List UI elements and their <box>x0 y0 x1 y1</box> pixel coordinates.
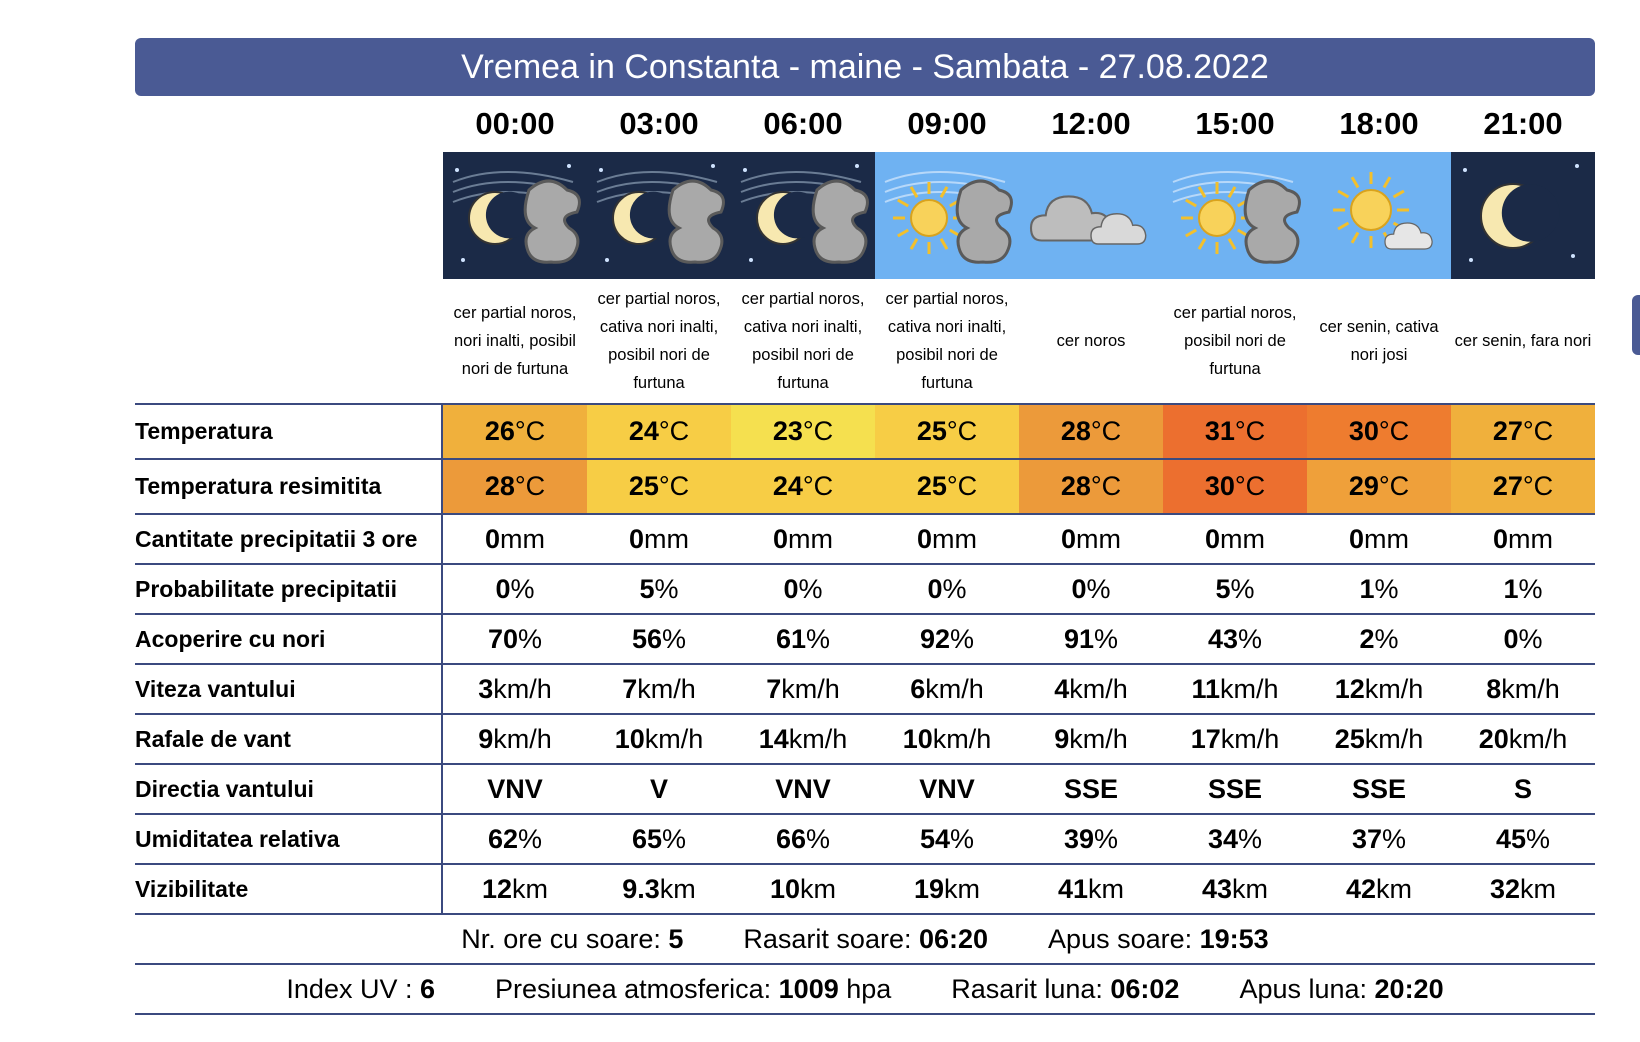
cell-unit: km/h <box>1220 723 1280 754</box>
table-cell <box>587 405 731 458</box>
cell-value: 27 <box>1492 416 1523 446</box>
cell-unit: km/h <box>788 723 848 754</box>
cell-unit: mm <box>1364 523 1409 554</box>
cell-unit: % <box>654 573 679 604</box>
cell-value: 17 <box>1190 723 1221 754</box>
cell-unit: % <box>1374 623 1399 654</box>
cell-unit: % <box>1238 623 1263 654</box>
cell-unit: mm <box>1220 523 1265 554</box>
page-title: Vremea in Constanta - maine - Sambata - 27.08.2022 <box>135 38 1595 96</box>
table-cell <box>1163 405 1307 458</box>
cell-unit: mm <box>644 523 689 554</box>
cell-value: 0 <box>1492 523 1509 554</box>
hours-spacer <box>135 96 443 152</box>
table-cell <box>1451 815 1595 863</box>
cell-value: SSE <box>1207 773 1263 804</box>
cell-unit: % <box>806 623 831 654</box>
table-cell <box>1451 460 1595 513</box>
table-cell <box>1307 405 1451 458</box>
cell-unit: km <box>659 873 696 904</box>
weather-icons-row <box>135 152 1595 279</box>
table-cell <box>1451 865 1595 913</box>
cell-value: 45 <box>1495 823 1527 854</box>
cell-unit: % <box>518 823 543 854</box>
sun-info-row <box>135 913 1595 963</box>
cell-unit: km/h <box>1364 723 1424 754</box>
extra-info-row <box>135 963 1595 1015</box>
cell-value: 11 <box>1191 673 1221 704</box>
table-cell <box>1019 565 1163 613</box>
cell-value: VNV <box>919 773 975 804</box>
table-cell <box>1163 665 1307 713</box>
hour-label: 09:00 <box>907 106 987 141</box>
cell-unit: °C <box>514 416 546 446</box>
cell-value: 24 <box>628 416 659 446</box>
table-cell <box>1307 765 1451 813</box>
table-cell <box>587 665 731 713</box>
cell-value: 54 <box>919 823 951 854</box>
table-cell <box>587 615 731 663</box>
cell-value: 25 <box>1334 723 1365 754</box>
cell-value: 28 <box>484 471 515 501</box>
table-cell <box>1307 615 1451 663</box>
cell-value: 28 <box>1060 416 1091 446</box>
cell-unit: °C <box>1234 416 1266 446</box>
table-cell <box>731 615 875 663</box>
cell-unit: °C <box>1522 416 1554 446</box>
cell-unit: °C <box>1378 416 1410 446</box>
table-cell <box>1451 515 1595 563</box>
weather-description: cer noros <box>1056 332 1126 350</box>
cell-value: 24 <box>772 471 803 501</box>
table-cell <box>1307 665 1451 713</box>
cell-unit: % <box>1518 623 1543 654</box>
cell-unit: °C <box>1234 471 1266 501</box>
cell-value: 0 <box>783 573 799 604</box>
cell-unit: % <box>1238 823 1263 854</box>
table-cell <box>1307 715 1451 763</box>
row-label: Acoperire cu nori <box>135 615 443 663</box>
cell-value: 2 <box>1359 623 1375 654</box>
cell-value: 92 <box>919 623 951 654</box>
table-cell <box>1451 405 1595 458</box>
table-cell <box>443 615 587 663</box>
table-cell <box>1307 815 1451 863</box>
table-cell <box>1019 765 1163 813</box>
cell-unit: mm <box>932 523 977 554</box>
table-row <box>135 513 1595 563</box>
moonset: Apus luna: 20:20 <box>1239 973 1444 1004</box>
hour-label: 03:00 <box>619 106 699 141</box>
cell-unit: °C <box>946 471 978 501</box>
table-cell <box>1307 865 1451 913</box>
cell-unit: °C <box>1090 471 1122 501</box>
cell-value: 30 <box>1204 471 1235 501</box>
weather-description: cer partial noros, nori inalti, posibil nori de furtuna <box>453 304 577 378</box>
table-cell <box>1163 815 1307 863</box>
cell-value: 20 <box>1478 723 1509 754</box>
moon-partly-cloudy-storm-icon <box>443 152 587 279</box>
table-row <box>135 663 1595 713</box>
cell-unit: °C <box>1378 471 1410 501</box>
table-row <box>135 713 1595 763</box>
cell-value: 34 <box>1207 823 1239 854</box>
cell-value: VNV <box>775 773 831 804</box>
cell-value: 70 <box>487 623 519 654</box>
table-cell <box>875 515 1019 563</box>
table-cell <box>731 665 875 713</box>
table-row <box>135 813 1595 863</box>
table-cell <box>587 460 731 513</box>
table-cell <box>875 865 1019 913</box>
cell-unit: km <box>944 873 981 904</box>
desc-spacer <box>135 279 443 403</box>
cell-value: 0 <box>628 523 645 554</box>
cell-unit: % <box>518 623 543 654</box>
cell-unit: km/h <box>644 723 704 754</box>
table-cell <box>875 715 1019 763</box>
cell-unit: % <box>798 573 823 604</box>
cell-unit: km <box>1232 873 1269 904</box>
descriptions-row <box>135 279 1595 403</box>
moonrise: Rasarit luna: 06:02 <box>951 973 1180 1004</box>
cell-unit: km <box>1088 873 1125 904</box>
cell-value: 37 <box>1351 823 1383 854</box>
weather-description: cer partial noros, cativa nori inalti, posibil nori de furtuna <box>597 290 721 392</box>
table-cell <box>1163 765 1307 813</box>
cell-value: 1 <box>1359 573 1375 604</box>
cell-value: 26 <box>484 416 515 446</box>
sunrise: Rasarit soare: 06:20 <box>743 923 989 954</box>
table-cell <box>443 715 587 763</box>
table-row <box>135 403 1595 458</box>
table-cell <box>1163 460 1307 513</box>
table-cell <box>443 405 587 458</box>
cell-value: 0 <box>927 573 943 604</box>
cell-unit: km/h <box>932 723 992 754</box>
cell-unit: km/h <box>1220 673 1279 704</box>
table-cell <box>1163 615 1307 663</box>
hour-label: 18:00 <box>1339 106 1419 141</box>
cell-value: 41 <box>1057 873 1089 904</box>
cell-value: 65 <box>631 823 663 854</box>
cell-value: 9.3 <box>622 873 660 904</box>
moon-partly-cloudy-storm-icon <box>731 152 875 279</box>
table-cell <box>1163 715 1307 763</box>
cell-unit: km <box>1376 873 1413 904</box>
cell-value: 25 <box>916 471 947 501</box>
cell-unit: km/h <box>1069 673 1128 704</box>
cell-value: 7 <box>622 673 638 704</box>
table-cell <box>1307 460 1451 513</box>
cell-unit: % <box>950 623 975 654</box>
table-row <box>135 863 1595 913</box>
cell-value: 12 <box>1334 673 1365 704</box>
cell-value: 0 <box>772 523 789 554</box>
cell-value: 30 <box>1348 416 1379 446</box>
sun-few-clouds-icon <box>1307 152 1451 279</box>
cell-value: S <box>1513 773 1532 804</box>
cell-unit: % <box>1374 573 1399 604</box>
cell-unit: mm <box>500 523 545 554</box>
cell-unit: °C <box>946 416 978 446</box>
cell-value: 27 <box>1492 471 1523 501</box>
table-cell <box>443 865 587 913</box>
cell-value: VNV <box>487 773 543 804</box>
cell-value: 0 <box>1503 623 1519 654</box>
table-cell <box>731 565 875 613</box>
table-cell <box>1019 460 1163 513</box>
cell-value: 31 <box>1204 416 1235 446</box>
cell-value: 25 <box>628 471 659 501</box>
table-cell <box>443 815 587 863</box>
table-cell <box>875 765 1019 813</box>
cell-unit: % <box>806 823 831 854</box>
table-cell <box>1307 515 1451 563</box>
cell-unit: km/h <box>781 673 840 704</box>
table-cell <box>1019 665 1163 713</box>
table-cell <box>1307 565 1451 613</box>
sun-hours: Nr. ore cu soare: 5 <box>461 923 684 954</box>
row-label: Probabilitate precipitatii <box>135 565 443 613</box>
table-cell <box>1451 665 1595 713</box>
cell-value: 28 <box>1060 471 1091 501</box>
cell-value: 9 <box>478 723 494 754</box>
table-cell <box>731 865 875 913</box>
cell-value: 10 <box>902 723 933 754</box>
cell-value: 66 <box>775 823 807 854</box>
table-cell <box>1019 515 1163 563</box>
moon-clear-icon <box>1451 152 1595 279</box>
weather-description: cer partial noros, cativa nori inalti, posibil nori de furtuna <box>741 290 865 392</box>
cell-unit: % <box>950 823 975 854</box>
table-cell <box>731 765 875 813</box>
cell-unit: % <box>1518 573 1543 604</box>
cell-unit: °C <box>802 416 834 446</box>
cell-value: 0 <box>1348 523 1365 554</box>
table-cell <box>875 815 1019 863</box>
hour-label: 00:00 <box>475 106 555 141</box>
cell-value: 14 <box>758 723 789 754</box>
cell-unit: °C <box>514 471 546 501</box>
hour-label: 12:00 <box>1051 106 1131 141</box>
cell-unit: % <box>1526 823 1551 854</box>
row-label: Viteza vantului <box>135 665 443 713</box>
table-cell <box>1019 815 1163 863</box>
uv-index: Index UV : 6 <box>286 973 436 1004</box>
sun-partly-cloudy-storm-icon <box>1163 152 1307 279</box>
weather-description: cer partial noros, cativa nori inalti, posibil nori de furtuna <box>885 290 1009 392</box>
cell-unit: km/h <box>493 723 552 754</box>
table-cell <box>587 765 731 813</box>
table-cell <box>875 665 1019 713</box>
cell-value: 5 <box>1215 573 1231 604</box>
table-cell <box>443 515 587 563</box>
cell-value: 43 <box>1207 623 1239 654</box>
data-table <box>135 403 1595 913</box>
cell-unit: km/h <box>925 673 984 704</box>
cell-value: 32 <box>1489 873 1521 904</box>
cell-value: 12 <box>481 873 513 904</box>
cell-unit: % <box>1094 623 1119 654</box>
cell-unit: % <box>662 623 687 654</box>
cell-value: 61 <box>775 623 807 654</box>
row-label: Umiditatea relativa <box>135 815 443 863</box>
cell-unit: km <box>800 873 837 904</box>
pressure: Presiunea atmosferica: 1009 hpa <box>495 973 892 1004</box>
row-label: Rafale de vant <box>135 715 443 763</box>
cell-value: 23 <box>772 416 803 446</box>
table-cell <box>1019 715 1163 763</box>
table-cell <box>1019 865 1163 913</box>
cell-value: V <box>649 773 668 804</box>
cell-value: 62 <box>487 823 519 854</box>
table-cell <box>731 815 875 863</box>
cell-value: 39 <box>1063 823 1095 854</box>
cell-unit: °C <box>1522 471 1554 501</box>
cell-unit: km/h <box>1069 723 1128 754</box>
cell-value: 19 <box>913 873 945 904</box>
cell-value: 10 <box>769 873 801 904</box>
hour-label: 15:00 <box>1195 106 1275 141</box>
cell-value: 0 <box>1060 523 1077 554</box>
table-cell <box>1163 865 1307 913</box>
cell-value: 0 <box>916 523 933 554</box>
row-label: Vizibilitate <box>135 865 443 913</box>
cell-unit: km/h <box>637 673 696 704</box>
weather-description: cer senin, cativa nori josi <box>1319 318 1439 364</box>
table-cell <box>443 665 587 713</box>
cell-unit: km/h <box>1501 673 1560 704</box>
table-cell <box>875 460 1019 513</box>
row-label: Directia vantului <box>135 765 443 813</box>
table-cell <box>875 565 1019 613</box>
cell-value: SSE <box>1063 773 1119 804</box>
cell-value: 56 <box>631 623 663 654</box>
table-cell <box>1019 405 1163 458</box>
cell-value: 4 <box>1054 673 1070 704</box>
table-cell <box>587 715 731 763</box>
cell-value: 0 <box>1071 573 1087 604</box>
cloudy-icon <box>1019 152 1163 279</box>
cell-unit: mm <box>1508 523 1553 554</box>
sunset: Apus soare: 19:53 <box>1048 923 1269 954</box>
cell-value: 5 <box>639 573 655 604</box>
cell-value: 3 <box>478 673 494 704</box>
cell-unit: % <box>662 823 687 854</box>
cell-unit: % <box>1382 823 1407 854</box>
cell-value: 9 <box>1054 723 1070 754</box>
weather-description: cer senin, fara nori <box>1454 332 1592 350</box>
cell-value: 0 <box>484 523 501 554</box>
table-cell <box>587 865 731 913</box>
cell-unit: °C <box>658 471 690 501</box>
sun-partly-cloudy-storm-icon <box>875 152 1019 279</box>
table-cell <box>875 615 1019 663</box>
cell-value: 8 <box>1486 673 1502 704</box>
table-row <box>135 763 1595 813</box>
cell-value: 43 <box>1201 873 1233 904</box>
cell-value: 6 <box>910 673 926 704</box>
row-label: Cantitate precipitatii 3 ore <box>135 515 443 563</box>
table-cell <box>1451 765 1595 813</box>
cell-unit: °C <box>802 471 834 501</box>
side-scroll-tab[interactable] <box>1632 295 1640 355</box>
cell-value: 0 <box>1204 523 1221 554</box>
table-cell <box>587 565 731 613</box>
cell-unit: % <box>1086 573 1111 604</box>
cell-unit: km/h <box>1508 723 1568 754</box>
row-label: Temperatura <box>135 405 443 458</box>
cell-value: 42 <box>1345 873 1377 904</box>
table-row <box>135 613 1595 663</box>
table-cell <box>875 405 1019 458</box>
cell-unit: % <box>942 573 967 604</box>
forecast-panel <box>135 38 1595 1015</box>
cell-unit: mm <box>788 523 833 554</box>
cell-value: 10 <box>614 723 645 754</box>
table-cell <box>587 515 731 563</box>
cell-value: 91 <box>1063 623 1095 654</box>
hour-label: 06:00 <box>763 106 843 141</box>
cell-unit: °C <box>658 416 690 446</box>
cell-unit: km/h <box>1364 673 1424 704</box>
table-cell <box>443 765 587 813</box>
cell-value: 0 <box>495 573 511 604</box>
hours-row <box>135 96 1595 152</box>
cell-value: 25 <box>916 416 947 446</box>
cell-value: 7 <box>766 673 782 704</box>
cell-unit: mm <box>1076 523 1121 554</box>
cell-unit: % <box>510 573 535 604</box>
cell-unit: % <box>1094 823 1119 854</box>
table-cell <box>587 815 731 863</box>
hour-label: 21:00 <box>1483 106 1563 141</box>
table-cell <box>731 715 875 763</box>
table-row <box>135 563 1595 613</box>
cell-unit: km <box>1520 873 1557 904</box>
cell-value: 1 <box>1503 573 1519 604</box>
cell-unit: °C <box>1090 416 1122 446</box>
table-cell <box>1451 615 1595 663</box>
table-cell <box>1451 715 1595 763</box>
row-label: Temperatura resimitita <box>135 460 443 513</box>
table-cell <box>1163 515 1307 563</box>
cell-unit: km <box>512 873 549 904</box>
table-cell <box>443 460 587 513</box>
table-cell <box>1163 565 1307 613</box>
table-cell <box>731 515 875 563</box>
table-cell <box>1019 615 1163 663</box>
moon-partly-cloudy-storm-icon <box>587 152 731 279</box>
icons-spacer <box>135 152 443 279</box>
table-cell <box>443 565 587 613</box>
cell-unit: % <box>1230 573 1255 604</box>
cell-value: SSE <box>1351 773 1407 804</box>
table-cell <box>731 405 875 458</box>
table-cell <box>731 460 875 513</box>
weather-description: cer partial noros, posibil nori de furtuna <box>1173 304 1297 378</box>
cell-value: 29 <box>1348 471 1379 501</box>
table-row <box>135 458 1595 513</box>
cell-unit: km/h <box>493 673 552 704</box>
table-cell <box>1451 565 1595 613</box>
